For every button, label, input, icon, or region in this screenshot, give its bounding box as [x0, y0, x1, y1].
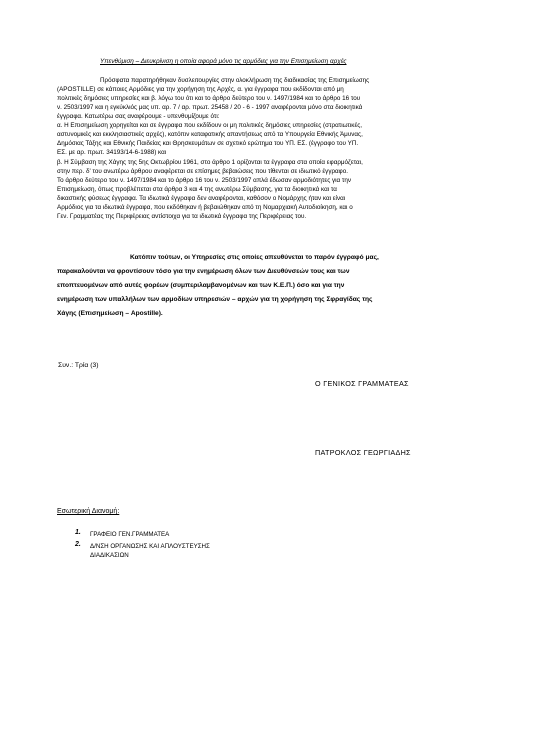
paragraph-line: Χάγης (Επισημείωση – Apostille). [57, 310, 163, 317]
paragraph-line: εποπτευομένων από αυτές φορέων (συμπεριλαμβανομένων και των Κ.Ε.Π.) όσο και για την [57, 282, 345, 289]
paragraph-line: στην περ. δ' του ανωτέρω άρθρου αναφέρεται σε επίσημες βεβαιώσεις που τίθενται σε ιδιωτικό έγγραφο. [57, 168, 349, 175]
paragraph-line: α. Η Επισημείωση χορηγείται και σε έγγραφα που εκδίδουν οι μη πολιτικές δημόσιες υπηρεσίες (στρατιωτικές, [57, 122, 363, 129]
paragraph-line: ν. 2503/1997 και η εγκύκλιός μας υπ. αρ. 7 / αρ. πρωτ. 25458 / 20 - 6 - 1997 αναφέρονται μόνο στα διοικητικά [57, 104, 363, 111]
distribution-title: Εσωτερική Διανομή: [57, 508, 120, 515]
paragraph-line: Αρμόδιος για τα ιδιωτικά έγγραφα, που εκδόθηκαν ή βεβαιώθηκαν από τη Νομαρχιακή Αυτοδιοίκηση, και ο [57, 204, 353, 211]
enclosures: Συν.: Τρία (3) [58, 362, 99, 369]
list-item-number: 2. [75, 541, 81, 548]
signatory-name: ΠΑΤΡΟΚΛΟΣ ΓΕΩΡΓΙΑΔΗΣ [315, 448, 411, 457]
paragraph-line: (APOSTILLE) σε κάποιες Αρμόδιες για την χορήγηση της Αρχές, α. για έγγραφα που εκδίδονται από μη [57, 86, 344, 93]
paragraph-line: ΕΣ. με αρ. πρωτ. 34193/14-6-1988) και [57, 149, 167, 156]
paragraph-line: δικαστικής φύσεως έγγραφα. Τα ιδιωτικά έγγραφα δεν αναφέρονται, καθόσον ο Νομάρχης ήταν και είναι [57, 195, 346, 202]
list-item: ΓΡΑΦΕΙΟ ΓΕΝ.ΓΡΑΜΜΑΤΕΑ [90, 531, 170, 538]
signatory-title: Ο ΓΕΝΙΚΟΣ ΓΡΑΜΜΑΤΕΑΣ [315, 379, 409, 388]
paragraph-line: Γεν. Γραμματέας της Περιφέρειας αντίστοιχα για τα ιδιωτικά έγγραφα της Περιφέρειας του. [57, 213, 307, 220]
list-item: Δ/ΝΣΗ ΟΡΓΑΝΩΣΗΣ ΚΑΙ ΑΠΛΟΥΣΤΕΥΣΗΣ [90, 543, 210, 550]
paragraph-line: παρακαλούνται να φροντίσουν τόσο για την ενημέρωση όλων των Διευθύνσεών τους και των [57, 268, 350, 275]
paragraph-line: Δημόσιας Τάξης και Εθνικής Παιδείας και Θρησκευμάτων σε σχετικό ερώτημα του ΥΠ. ΕΣ. (έγγραφο του ΥΠ. [57, 140, 359, 147]
paragraph-line: ενημέρωση των υπαλλήλων των αρμοδίων υπηρεσιών – αρχών για τη χορήγηση της Σφραγίδας της [57, 296, 373, 303]
paragraph-line: πολιτικές δημόσιες υπηρεσίες και β. λόγω του ότι και το άρθρο δεύτερο του ν. 1497/1984 και το άρθρο 16 του [57, 95, 361, 102]
paragraph-line: Κατόπιν τούτων, οι Υπηρεσίες στις οποίες απευθύνεται το παρόν έγγραφό μας, [130, 254, 379, 261]
list-item-number: 1. [75, 529, 81, 536]
paragraph-line: Πρόσφατα παρατηρήθηκαν δυσλειτουργίες στην ολοκλήρωση της διαδικασίας της Επισημείωσης [100, 77, 370, 84]
paragraph-line: β. Η Σύμβαση της Χάγης της 5ης Οκτωβρίου 1961, στο άρθρο 1 ορίζονται τα έγγραφα στα οποία εφαρμόζεται, [57, 159, 363, 166]
paragraph-line: Επισημείωση, όπως προβλέπεται στα άρθρα 3 και 4 της ανωτέρω Σύμβασης, για τα διοικητικά και τα [57, 186, 337, 193]
list-item: ΔΙΑΔΙΚΑΣΙΩΝ [90, 552, 129, 559]
paragraph-line: Το άρθρο δεύτερο του ν. 1497/1984 και το άρθρο 16 του ν. 2503/1997 απλά έδωσαν αρμοδιότητες για την [57, 177, 352, 184]
document-heading: Υπενθύμιση – Διευκρίνιση η οποία αφορά μόνο τις αρμόδιες για την Επισημείωση αρχές [100, 58, 347, 65]
paragraph-line: έγγραφα. Κατωτέρω σας αναφέρουμε - υπενθυμίζουμε ότι: [57, 113, 220, 120]
paragraph-line: αστυνομικές και εκκλησιαστικές αρχές), κατόπιν καταφατικής απαντήσεως από τα Υπουργεία Εθνικής Άμυνας, [57, 131, 363, 138]
